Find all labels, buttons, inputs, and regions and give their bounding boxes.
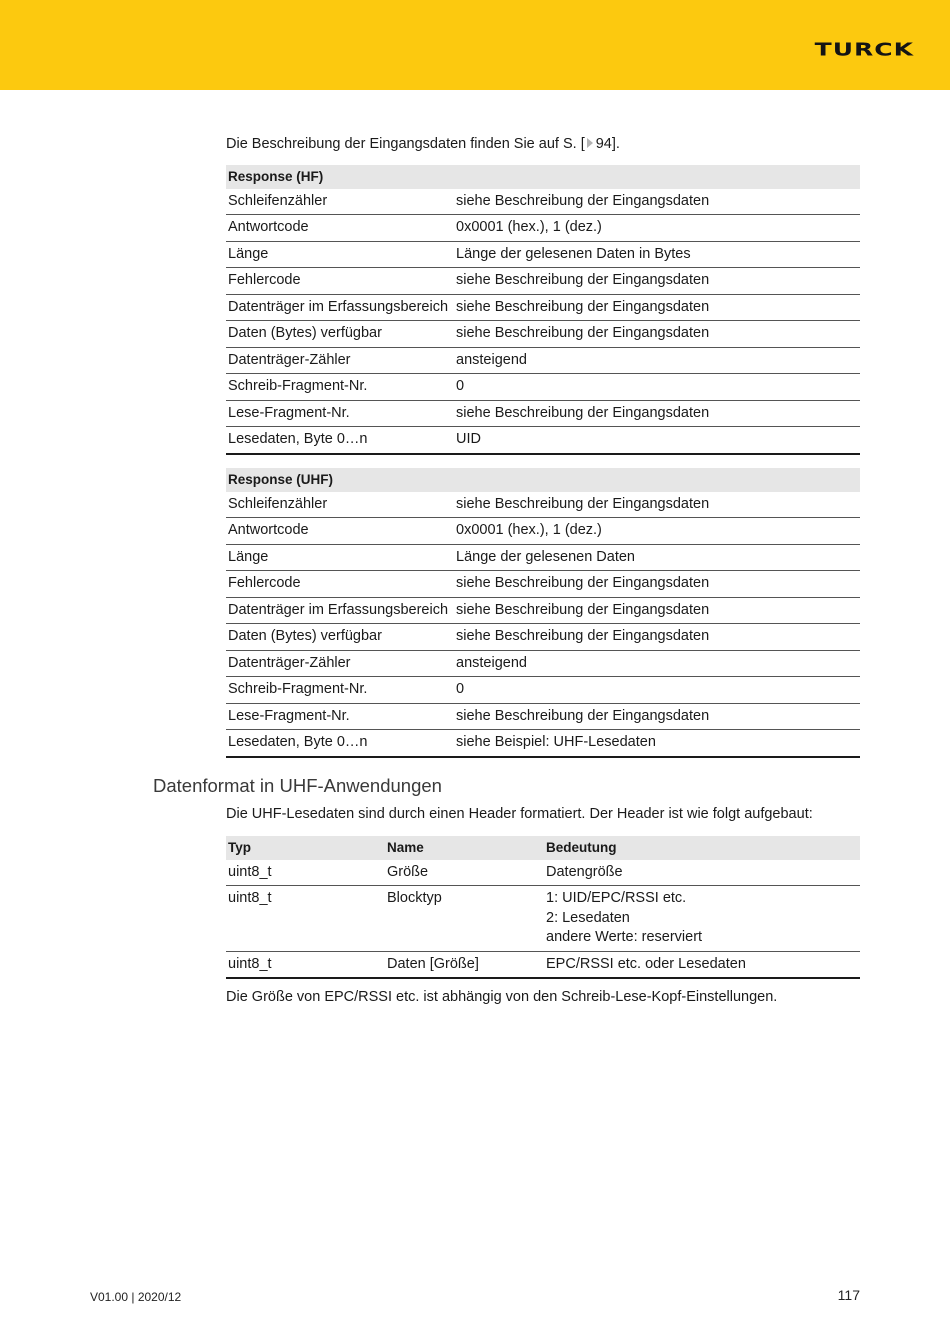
field-name: Länge (228, 245, 269, 262)
field-value: siehe Beschreibung der Eingangsdaten (456, 272, 710, 288)
table-row (226, 730, 860, 757)
intro-text: Die Beschreibung der Eingangsdaten finden Sie auf S. (226, 136, 577, 152)
field-name: Schreib-Fragment-Nr. (228, 378, 368, 394)
table-row (226, 215, 860, 242)
field-name: Daten (Bytes) verfügbar (228, 325, 382, 341)
field-value: ansteigend (456, 654, 527, 671)
field-name: Antwortcode (228, 522, 309, 538)
field-value: siehe Beschreibung der Eingangsdaten (456, 628, 710, 644)
ref-bracket-open: [ (580, 136, 585, 152)
field-name: Datenträger-Zähler (228, 654, 351, 671)
table-row (226, 268, 860, 295)
table-row (226, 597, 860, 624)
triangle-right-icon (587, 138, 593, 148)
column-header-name: Name (385, 836, 544, 860)
field-value: 0x0001 (hex.), 1 (dez.) (456, 219, 602, 235)
type-cell: uint8_t (228, 863, 272, 880)
field-value: siehe Beschreibung der Eingangsdaten (456, 495, 710, 512)
table-title: Response (UHF) (226, 468, 860, 492)
table-row (226, 518, 860, 545)
field-value: 0 (456, 681, 465, 697)
field-value: 0 (456, 378, 465, 394)
field-value: Länge der gelesenen Daten in Bytes (456, 245, 691, 262)
footer-version: V01.00 | 2020/12 (90, 1290, 182, 1304)
table-row (226, 321, 860, 348)
meaning-cell: Datengröße (546, 863, 623, 880)
table-row (226, 650, 860, 677)
field-name: Länge (228, 548, 269, 565)
table-row (226, 294, 860, 321)
type-cell: uint8_t (228, 955, 272, 972)
type-cell: uint8_t (228, 890, 272, 906)
field-name: Datenträger im Erfassungsbereich (228, 601, 449, 618)
table-row (226, 860, 860, 886)
field-name: Antwortcode (228, 219, 309, 235)
field-name: Schleifenzähler (228, 192, 328, 209)
field-value: 0x0001 (hex.), 1 (dez.) (456, 522, 602, 538)
field-value: siehe Beschreibung der Eingangsdaten (456, 192, 710, 209)
field-value: ansteigend (456, 351, 527, 368)
table-row (226, 951, 860, 978)
table-row (226, 241, 860, 268)
table-row (226, 374, 860, 401)
column-header-typ: Typ (226, 836, 385, 860)
table-row (226, 427, 860, 454)
table-row (226, 347, 860, 374)
page-reference-link[interactable] (581, 136, 620, 152)
table-row (226, 571, 860, 598)
response-hf-table (226, 165, 860, 455)
meaning-line: 1: UID/EPC/RSSI etc. (546, 890, 687, 906)
field-name: Datenträger im Erfassungsbereich (228, 298, 449, 315)
field-value: siehe Beschreibung der Eingangsdaten (456, 601, 710, 618)
field-value: siehe Beschreibung der Eingangsdaten (456, 325, 710, 341)
turck-logo: TURCK (814, 38, 914, 60)
table-row (226, 492, 860, 518)
response-uhf-table (226, 468, 860, 758)
field-value: siehe Beschreibung der Eingangsdaten (456, 298, 710, 315)
table-row (226, 544, 860, 571)
section-intro: Die UHF-Lesedaten sind durch einen Header formatiert. Der Header ist wie folgt aufgebaut: (226, 806, 813, 822)
meaning-line: 2: Lesedaten (546, 909, 630, 926)
table-row (226, 886, 860, 952)
page-number: 117 (837, 1287, 860, 1303)
meaning-line: andere Werte: reserviert (546, 929, 703, 945)
field-name: Lesedaten, Byte 0…n (228, 734, 368, 750)
field-value: Länge der gelesenen Daten (456, 548, 635, 565)
table-header-row (226, 836, 860, 860)
field-value: siehe Beschreibung der Eingangsdaten (456, 404, 710, 421)
section-heading: Datenformat in UHF-Anwendungen (153, 775, 442, 796)
table-row (226, 189, 860, 215)
table-row (226, 703, 860, 730)
meaning-cell (544, 886, 860, 952)
name-cell: Größe (387, 863, 429, 880)
header-format-table (226, 836, 860, 979)
field-value: siehe Beschreibung der Eingangsdaten (456, 707, 710, 724)
name-cell: Blocktyp (387, 890, 442, 906)
name-cell: Daten [Größe] (387, 955, 479, 972)
field-value: siehe Beispiel: UHF-Lesedaten (456, 734, 656, 750)
intro-paragraph (226, 136, 860, 152)
field-name: Daten (Bytes) verfügbar (228, 628, 382, 644)
field-name: Lesedaten, Byte 0…n (228, 431, 368, 447)
header-bar (0, 0, 950, 90)
field-value: UID (456, 431, 481, 447)
table-row (226, 624, 860, 651)
table-title: Response (HF) (226, 165, 860, 189)
field-name: Datenträger-Zähler (228, 351, 351, 368)
table-header-row (226, 165, 860, 189)
field-name: Fehlercode (228, 575, 301, 591)
table-header-row (226, 468, 860, 492)
table-row (226, 677, 860, 704)
ref-page-number: 94 (595, 136, 612, 152)
ref-bracket-close: ]. (611, 136, 620, 152)
field-name: Schleifenzähler (228, 495, 328, 512)
note-paragraph: Die Größe von EPC/RSSI etc. ist abhängig von den Schreib-Lese-Kopf-Einstellungen. (226, 989, 778, 1005)
field-name: Fehlercode (228, 272, 301, 288)
column-header-bedeutung: Bedeutung (544, 836, 860, 860)
field-name: Lese-Fragment-Nr. (228, 404, 350, 421)
meaning-cell: EPC/RSSI etc. oder Lesedaten (546, 955, 746, 972)
field-name: Lese-Fragment-Nr. (228, 707, 350, 724)
field-value: siehe Beschreibung der Eingangsdaten (456, 575, 710, 591)
field-name: Schreib-Fragment-Nr. (228, 681, 368, 697)
table-row (226, 400, 860, 427)
